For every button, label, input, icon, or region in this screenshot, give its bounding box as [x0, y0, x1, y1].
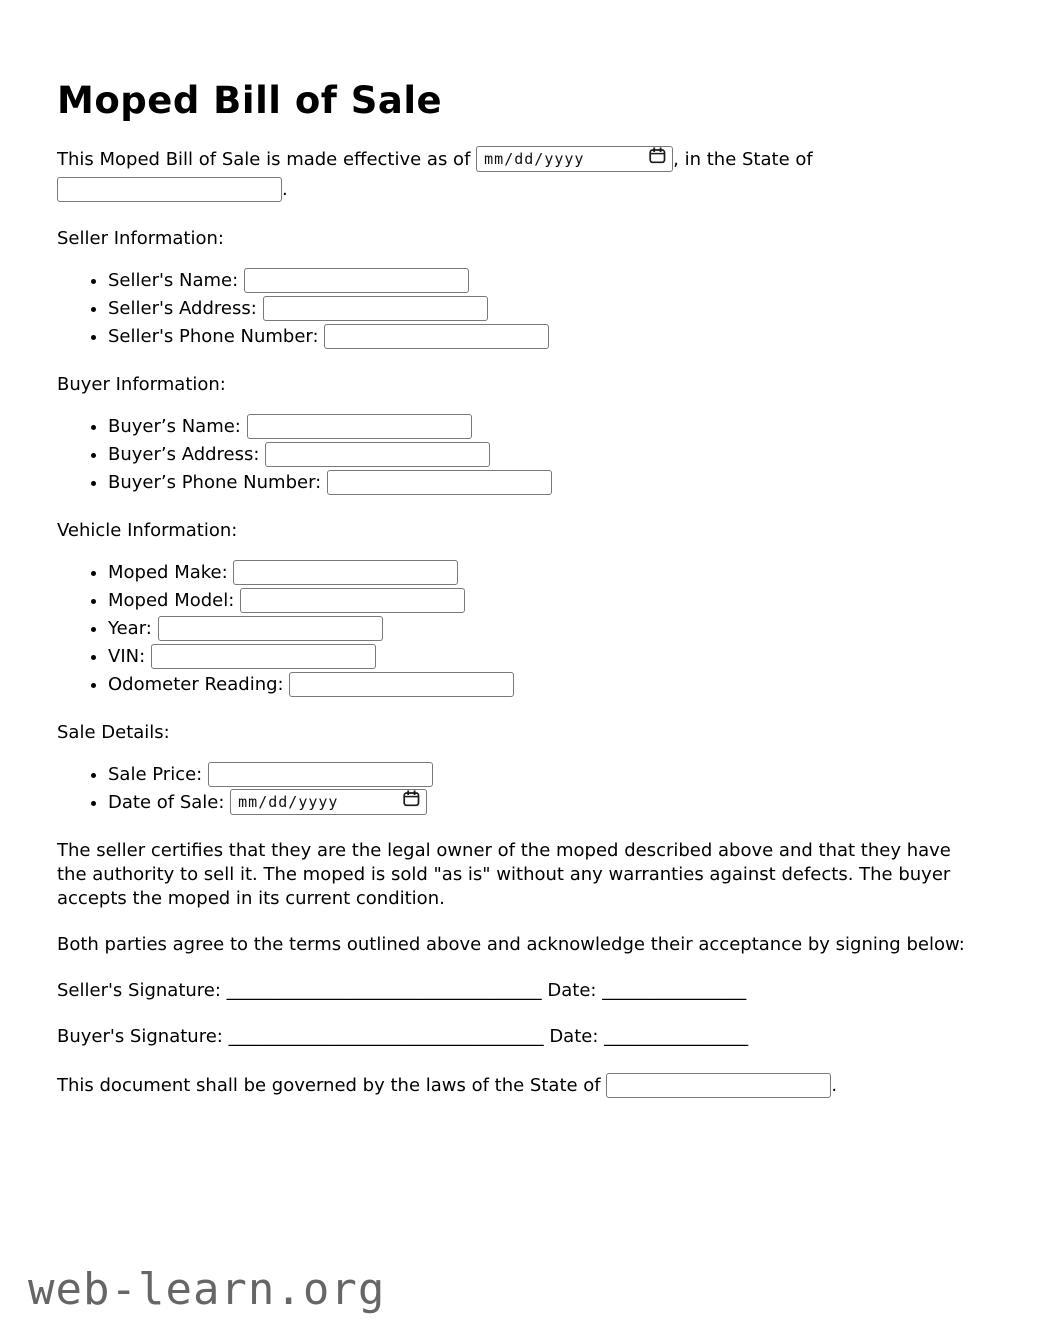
field-label: Seller's Name: — [108, 270, 239, 291]
vehicle-information-list — [57, 559, 980, 699]
calendar-icon[interactable] — [403, 788, 420, 816]
buyer-information-heading: Buyer Information: — [57, 374, 226, 395]
field-label: Moped Model: — [108, 590, 235, 611]
state-input[interactable] — [57, 177, 282, 202]
sale-details-heading: Sale Details: — [57, 722, 170, 743]
field-label: Seller's Address: — [108, 298, 257, 319]
date-label: Date: — [549, 1026, 599, 1047]
intro-period: . — [282, 179, 288, 200]
date-of-sale-placeholder: mm/dd/yyyy — [238, 793, 339, 811]
field-label: VIN: — [108, 646, 146, 667]
governing-state-input[interactable] — [606, 1073, 831, 1098]
field-label: Buyer’s Name: — [108, 416, 241, 437]
seller-signature-row — [57, 979, 980, 1003]
moped-model-input[interactable] — [240, 588, 465, 613]
effective-date-input[interactable] — [476, 146, 673, 172]
vehicle-information-heading: Vehicle Information: — [57, 520, 238, 541]
list-item — [108, 295, 980, 323]
list-item — [108, 643, 980, 671]
sale-details-list — [57, 761, 980, 817]
buyer-information-list — [57, 413, 980, 497]
list-item — [108, 559, 980, 587]
list-item — [108, 413, 980, 441]
footer-site-label: web-learn.org — [28, 1264, 386, 1315]
year-input[interactable] — [158, 616, 383, 641]
list-item — [108, 323, 980, 351]
governing-period: . — [831, 1075, 838, 1096]
sale-price-input[interactable] — [208, 762, 433, 787]
sellers-address-input[interactable] — [263, 296, 488, 321]
date-of-sale-input[interactable] — [230, 789, 427, 815]
buyers-address-input[interactable] — [265, 442, 490, 467]
field-label: Moped Make: — [108, 562, 228, 583]
buyer-signature-line: ___________________________________ — [228, 1026, 544, 1047]
field-label: Year: — [108, 618, 152, 639]
agreement-paragraph: Both parties agree to the terms outlined above and acknowledge their acceptance by signing below: — [57, 934, 965, 955]
list-item — [108, 615, 980, 643]
list-item — [108, 671, 980, 699]
intro-paragraph — [57, 145, 980, 205]
seller-date-line: ________________ — [602, 980, 747, 1001]
seller-signature-label: Seller's Signature: — [57, 980, 221, 1001]
seller-information-heading: Seller Information: — [57, 228, 224, 249]
seller-information-list — [57, 267, 980, 351]
list-item — [108, 469, 980, 497]
odometer-reading-input[interactable] — [289, 672, 514, 697]
field-label: Odometer Reading: — [108, 674, 284, 695]
seller-signature-line: ___________________________________ — [226, 980, 542, 1001]
list-item — [108, 761, 980, 789]
list-item — [108, 267, 980, 295]
list-item — [108, 441, 980, 469]
governing-text: This document shall be governed by the laws of the State of — [57, 1075, 601, 1096]
field-label: Date of Sale: — [108, 792, 225, 813]
calendar-icon[interactable] — [649, 144, 666, 174]
field-label: Seller's Phone Number: — [108, 326, 319, 347]
buyers-phone-input[interactable] — [327, 470, 552, 495]
buyers-name-input[interactable] — [247, 414, 472, 439]
moped-make-input[interactable] — [233, 560, 458, 585]
buyer-date-line: ________________ — [604, 1026, 749, 1047]
intro-text-before-date: This Moped Bill of Sale is made effective as of — [57, 149, 471, 170]
buyer-signature-label: Buyer's Signature: — [57, 1026, 223, 1047]
list-item — [108, 587, 980, 615]
date-label: Date: — [547, 980, 597, 1001]
list-item — [108, 789, 980, 817]
vin-input[interactable] — [151, 644, 376, 669]
page-title: Moped Bill of Sale — [57, 79, 443, 122]
buyer-signature-row — [57, 1025, 980, 1049]
field-label: Buyer’s Address: — [108, 444, 260, 465]
certification-paragraph: The seller certifies that they are the legal owner of the moped described above and that they have the authority to sell it. The moped is sold "as is" without any warranties against defects. The buyer accepts the moped in its current condition. — [57, 840, 951, 909]
governing-law-paragraph — [57, 1071, 980, 1101]
sellers-phone-input[interactable] — [324, 324, 549, 349]
field-label: Buyer’s Phone Number: — [108, 472, 322, 493]
field-label: Sale Price: — [108, 764, 203, 785]
effective-date-placeholder: mm/dd/yyyy — [484, 150, 585, 168]
sellers-name-input[interactable] — [244, 268, 469, 293]
intro-text-after-date: , in the State of — [673, 149, 813, 170]
